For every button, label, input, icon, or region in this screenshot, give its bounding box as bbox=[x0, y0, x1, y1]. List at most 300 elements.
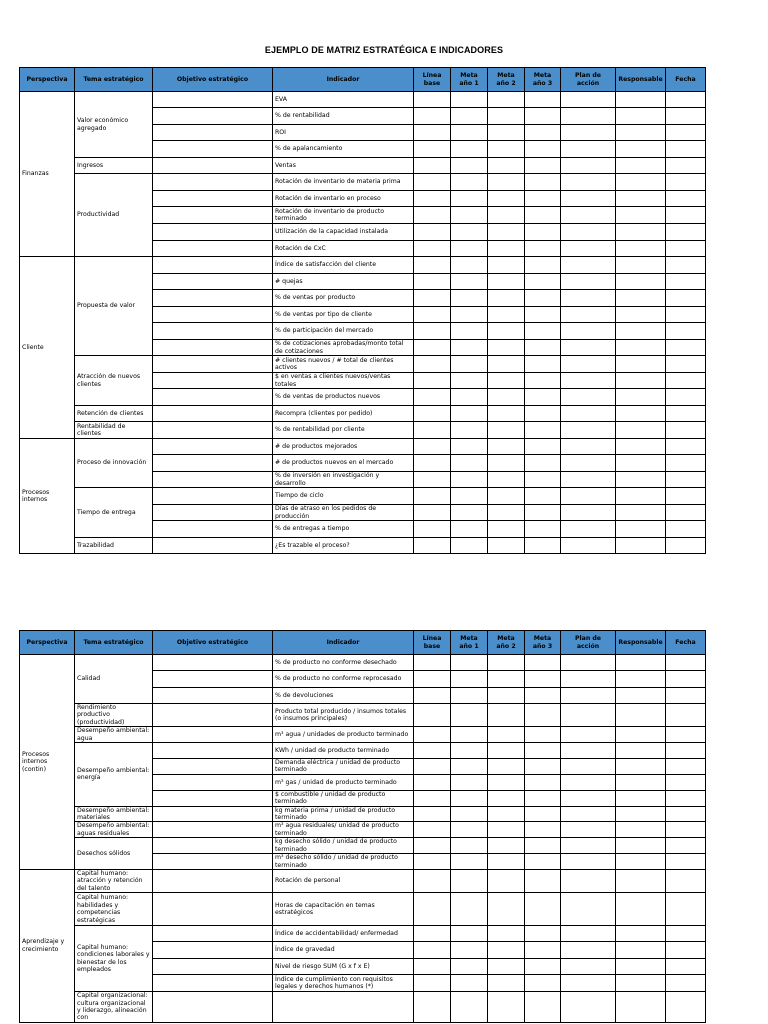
plan-accion-cell[interactable] bbox=[561, 373, 616, 389]
meta-2-cell[interactable] bbox=[488, 241, 525, 257]
objetivo-cell[interactable] bbox=[153, 307, 273, 323]
meta-1-cell[interactable] bbox=[451, 174, 488, 191]
fecha-cell[interactable] bbox=[666, 893, 706, 926]
objetivo-cell[interactable] bbox=[153, 854, 273, 870]
linea-base-cell[interactable] bbox=[414, 869, 451, 892]
meta-2-cell[interactable] bbox=[488, 521, 525, 538]
plan-accion-cell[interactable] bbox=[561, 942, 616, 959]
meta-1-cell[interactable] bbox=[451, 290, 488, 307]
fecha-cell[interactable] bbox=[666, 422, 706, 439]
linea-base-cell[interactable] bbox=[414, 688, 451, 704]
responsable-cell[interactable] bbox=[616, 975, 666, 992]
responsable-cell[interactable] bbox=[616, 439, 666, 455]
meta-1-cell[interactable] bbox=[451, 241, 488, 257]
meta-3-cell[interactable] bbox=[525, 323, 561, 340]
linea-base-cell[interactable] bbox=[414, 125, 451, 141]
plan-accion-cell[interactable] bbox=[561, 455, 616, 472]
objetivo-cell[interactable] bbox=[153, 538, 273, 554]
meta-2-cell[interactable] bbox=[488, 869, 525, 892]
objetivo-cell[interactable] bbox=[153, 869, 273, 892]
objetivo-cell[interactable] bbox=[153, 158, 273, 174]
objetivo-cell[interactable] bbox=[153, 108, 273, 125]
objetivo-cell[interactable] bbox=[153, 743, 273, 759]
linea-base-cell[interactable] bbox=[414, 759, 451, 775]
meta-2-cell[interactable] bbox=[488, 806, 525, 822]
meta-2-cell[interactable] bbox=[488, 141, 525, 158]
meta-3-cell[interactable] bbox=[525, 704, 561, 727]
meta-1-cell[interactable] bbox=[451, 869, 488, 892]
plan-accion-cell[interactable] bbox=[561, 893, 616, 926]
fecha-cell[interactable] bbox=[666, 743, 706, 759]
meta-3-cell[interactable] bbox=[525, 307, 561, 323]
linea-base-cell[interactable] bbox=[414, 241, 451, 257]
fecha-cell[interactable] bbox=[666, 373, 706, 389]
meta-2-cell[interactable] bbox=[488, 191, 525, 207]
objetivo-cell[interactable] bbox=[153, 806, 273, 822]
plan-accion-cell[interactable] bbox=[561, 488, 616, 505]
linea-base-cell[interactable] bbox=[414, 141, 451, 158]
objetivo-cell[interactable] bbox=[153, 822, 273, 838]
plan-accion-cell[interactable] bbox=[561, 790, 616, 806]
linea-base-cell[interactable] bbox=[414, 505, 451, 521]
meta-3-cell[interactable] bbox=[525, 992, 561, 1023]
objetivo-cell[interactable] bbox=[153, 439, 273, 455]
meta-3-cell[interactable] bbox=[525, 854, 561, 870]
fecha-cell[interactable] bbox=[666, 323, 706, 340]
fecha-cell[interactable] bbox=[666, 439, 706, 455]
responsable-cell[interactable] bbox=[616, 759, 666, 775]
responsable-cell[interactable] bbox=[616, 356, 666, 373]
linea-base-cell[interactable] bbox=[414, 472, 451, 488]
responsable-cell[interactable] bbox=[616, 806, 666, 822]
responsable-cell[interactable] bbox=[616, 521, 666, 538]
linea-base-cell[interactable] bbox=[414, 307, 451, 323]
objetivo-cell[interactable] bbox=[153, 323, 273, 340]
plan-accion-cell[interactable] bbox=[561, 743, 616, 759]
meta-2-cell[interactable] bbox=[488, 505, 525, 521]
meta-1-cell[interactable] bbox=[451, 942, 488, 959]
meta-1-cell[interactable] bbox=[451, 959, 488, 975]
meta-1-cell[interactable] bbox=[451, 191, 488, 207]
linea-base-cell[interactable] bbox=[414, 893, 451, 926]
meta-2-cell[interactable] bbox=[488, 455, 525, 472]
objetivo-cell[interactable] bbox=[153, 191, 273, 207]
meta-1-cell[interactable] bbox=[451, 926, 488, 942]
objetivo-cell[interactable] bbox=[153, 655, 273, 671]
meta-2-cell[interactable] bbox=[488, 671, 525, 688]
meta-2-cell[interactable] bbox=[488, 538, 525, 554]
meta-1-cell[interactable] bbox=[451, 108, 488, 125]
meta-1-cell[interactable] bbox=[451, 704, 488, 727]
meta-3-cell[interactable] bbox=[525, 439, 561, 455]
meta-1-cell[interactable] bbox=[451, 455, 488, 472]
objetivo-cell[interactable] bbox=[153, 207, 273, 224]
fecha-cell[interactable] bbox=[666, 158, 706, 174]
objetivo-cell[interactable] bbox=[153, 241, 273, 257]
meta-1-cell[interactable] bbox=[451, 806, 488, 822]
fecha-cell[interactable] bbox=[666, 688, 706, 704]
meta-2-cell[interactable] bbox=[488, 406, 525, 422]
meta-1-cell[interactable] bbox=[451, 141, 488, 158]
fecha-cell[interactable] bbox=[666, 207, 706, 224]
meta-1-cell[interactable] bbox=[451, 538, 488, 554]
meta-2-cell[interactable] bbox=[488, 472, 525, 488]
responsable-cell[interactable] bbox=[616, 158, 666, 174]
plan-accion-cell[interactable] bbox=[561, 822, 616, 838]
plan-accion-cell[interactable] bbox=[561, 389, 616, 406]
meta-2-cell[interactable] bbox=[488, 790, 525, 806]
linea-base-cell[interactable] bbox=[414, 406, 451, 422]
meta-3-cell[interactable] bbox=[525, 158, 561, 174]
meta-1-cell[interactable] bbox=[451, 373, 488, 389]
fecha-cell[interactable] bbox=[666, 838, 706, 854]
fecha-cell[interactable] bbox=[666, 521, 706, 538]
plan-accion-cell[interactable] bbox=[561, 505, 616, 521]
responsable-cell[interactable] bbox=[616, 854, 666, 870]
fecha-cell[interactable] bbox=[666, 406, 706, 422]
meta-1-cell[interactable] bbox=[451, 439, 488, 455]
objetivo-cell[interactable] bbox=[153, 992, 273, 1023]
plan-accion-cell[interactable] bbox=[561, 472, 616, 488]
meta-1-cell[interactable] bbox=[451, 224, 488, 241]
meta-2-cell[interactable] bbox=[488, 290, 525, 307]
meta-3-cell[interactable] bbox=[525, 472, 561, 488]
meta-2-cell[interactable] bbox=[488, 893, 525, 926]
linea-base-cell[interactable] bbox=[414, 158, 451, 174]
objetivo-cell[interactable] bbox=[153, 125, 273, 141]
meta-2-cell[interactable] bbox=[488, 439, 525, 455]
meta-1-cell[interactable] bbox=[451, 975, 488, 992]
fecha-cell[interactable] bbox=[666, 108, 706, 125]
fecha-cell[interactable] bbox=[666, 290, 706, 307]
responsable-cell[interactable] bbox=[616, 704, 666, 727]
fecha-cell[interactable] bbox=[666, 274, 706, 290]
objetivo-cell[interactable] bbox=[153, 406, 273, 422]
meta-3-cell[interactable] bbox=[525, 406, 561, 422]
meta-1-cell[interactable] bbox=[451, 521, 488, 538]
objetivo-cell[interactable] bbox=[153, 488, 273, 505]
meta-1-cell[interactable] bbox=[451, 838, 488, 854]
fecha-cell[interactable] bbox=[666, 505, 706, 521]
responsable-cell[interactable] bbox=[616, 488, 666, 505]
objetivo-cell[interactable] bbox=[153, 141, 273, 158]
meta-3-cell[interactable] bbox=[525, 671, 561, 688]
responsable-cell[interactable] bbox=[616, 224, 666, 241]
responsable-cell[interactable] bbox=[616, 472, 666, 488]
fecha-cell[interactable] bbox=[666, 340, 706, 356]
linea-base-cell[interactable] bbox=[414, 521, 451, 538]
linea-base-cell[interactable] bbox=[414, 108, 451, 125]
meta-3-cell[interactable] bbox=[525, 869, 561, 892]
linea-base-cell[interactable] bbox=[414, 727, 451, 743]
meta-2-cell[interactable] bbox=[488, 125, 525, 141]
meta-2-cell[interactable] bbox=[488, 274, 525, 290]
meta-1-cell[interactable] bbox=[451, 743, 488, 759]
responsable-cell[interactable] bbox=[616, 688, 666, 704]
plan-accion-cell[interactable] bbox=[561, 108, 616, 125]
meta-2-cell[interactable] bbox=[488, 822, 525, 838]
responsable-cell[interactable] bbox=[616, 307, 666, 323]
fecha-cell[interactable] bbox=[666, 174, 706, 191]
meta-3-cell[interactable] bbox=[525, 422, 561, 439]
meta-1-cell[interactable] bbox=[451, 505, 488, 521]
objetivo-cell[interactable] bbox=[153, 257, 273, 274]
linea-base-cell[interactable] bbox=[414, 806, 451, 822]
responsable-cell[interactable] bbox=[616, 191, 666, 207]
responsable-cell[interactable] bbox=[616, 822, 666, 838]
meta-1-cell[interactable] bbox=[451, 655, 488, 671]
meta-2-cell[interactable] bbox=[488, 704, 525, 727]
meta-2-cell[interactable] bbox=[488, 838, 525, 854]
meta-2-cell[interactable] bbox=[488, 207, 525, 224]
objetivo-cell[interactable] bbox=[153, 975, 273, 992]
objetivo-cell[interactable] bbox=[153, 373, 273, 389]
objetivo-cell[interactable] bbox=[153, 389, 273, 406]
meta-3-cell[interactable] bbox=[525, 207, 561, 224]
meta-1-cell[interactable] bbox=[451, 671, 488, 688]
plan-accion-cell[interactable] bbox=[561, 688, 616, 704]
meta-1-cell[interactable] bbox=[451, 257, 488, 274]
objetivo-cell[interactable] bbox=[153, 521, 273, 538]
meta-2-cell[interactable] bbox=[488, 92, 525, 108]
linea-base-cell[interactable] bbox=[414, 838, 451, 854]
fecha-cell[interactable] bbox=[666, 356, 706, 373]
meta-1-cell[interactable] bbox=[451, 759, 488, 775]
meta-3-cell[interactable] bbox=[525, 373, 561, 389]
meta-2-cell[interactable] bbox=[488, 323, 525, 340]
meta-1-cell[interactable] bbox=[451, 389, 488, 406]
meta-1-cell[interactable] bbox=[451, 472, 488, 488]
responsable-cell[interactable] bbox=[616, 406, 666, 422]
objetivo-cell[interactable] bbox=[153, 774, 273, 790]
responsable-cell[interactable] bbox=[616, 505, 666, 521]
plan-accion-cell[interactable] bbox=[561, 274, 616, 290]
fecha-cell[interactable] bbox=[666, 389, 706, 406]
responsable-cell[interactable] bbox=[616, 743, 666, 759]
fecha-cell[interactable] bbox=[666, 307, 706, 323]
plan-accion-cell[interactable] bbox=[561, 959, 616, 975]
responsable-cell[interactable] bbox=[616, 373, 666, 389]
meta-1-cell[interactable] bbox=[451, 774, 488, 790]
responsable-cell[interactable] bbox=[616, 992, 666, 1023]
meta-1-cell[interactable] bbox=[451, 790, 488, 806]
meta-2-cell[interactable] bbox=[488, 257, 525, 274]
plan-accion-cell[interactable] bbox=[561, 806, 616, 822]
fecha-cell[interactable] bbox=[666, 455, 706, 472]
objetivo-cell[interactable] bbox=[153, 959, 273, 975]
responsable-cell[interactable] bbox=[616, 92, 666, 108]
meta-3-cell[interactable] bbox=[525, 356, 561, 373]
responsable-cell[interactable] bbox=[616, 727, 666, 743]
meta-2-cell[interactable] bbox=[488, 992, 525, 1023]
fecha-cell[interactable] bbox=[666, 92, 706, 108]
meta-3-cell[interactable] bbox=[525, 942, 561, 959]
meta-1-cell[interactable] bbox=[451, 274, 488, 290]
plan-accion-cell[interactable] bbox=[561, 340, 616, 356]
plan-accion-cell[interactable] bbox=[561, 439, 616, 455]
fecha-cell[interactable] bbox=[666, 224, 706, 241]
objetivo-cell[interactable] bbox=[153, 356, 273, 373]
linea-base-cell[interactable] bbox=[414, 257, 451, 274]
objetivo-cell[interactable] bbox=[153, 893, 273, 926]
meta-2-cell[interactable] bbox=[488, 108, 525, 125]
objetivo-cell[interactable] bbox=[153, 472, 273, 488]
meta-3-cell[interactable] bbox=[525, 774, 561, 790]
meta-2-cell[interactable] bbox=[488, 422, 525, 439]
responsable-cell[interactable] bbox=[616, 274, 666, 290]
fecha-cell[interactable] bbox=[666, 959, 706, 975]
meta-3-cell[interactable] bbox=[525, 926, 561, 942]
meta-3-cell[interactable] bbox=[525, 975, 561, 992]
meta-3-cell[interactable] bbox=[525, 806, 561, 822]
linea-base-cell[interactable] bbox=[414, 207, 451, 224]
meta-3-cell[interactable] bbox=[525, 290, 561, 307]
meta-2-cell[interactable] bbox=[488, 340, 525, 356]
responsable-cell[interactable] bbox=[616, 241, 666, 257]
meta-3-cell[interactable] bbox=[525, 108, 561, 125]
meta-3-cell[interactable] bbox=[525, 257, 561, 274]
fecha-cell[interactable] bbox=[666, 704, 706, 727]
meta-3-cell[interactable] bbox=[525, 521, 561, 538]
linea-base-cell[interactable] bbox=[414, 373, 451, 389]
linea-base-cell[interactable] bbox=[414, 422, 451, 439]
plan-accion-cell[interactable] bbox=[561, 655, 616, 671]
meta-2-cell[interactable] bbox=[488, 743, 525, 759]
meta-2-cell[interactable] bbox=[488, 373, 525, 389]
meta-3-cell[interactable] bbox=[525, 340, 561, 356]
meta-3-cell[interactable] bbox=[525, 505, 561, 521]
plan-accion-cell[interactable] bbox=[561, 869, 616, 892]
objetivo-cell[interactable] bbox=[153, 340, 273, 356]
meta-3-cell[interactable] bbox=[525, 655, 561, 671]
meta-2-cell[interactable] bbox=[488, 688, 525, 704]
responsable-cell[interactable] bbox=[616, 290, 666, 307]
plan-accion-cell[interactable] bbox=[561, 141, 616, 158]
linea-base-cell[interactable] bbox=[414, 356, 451, 373]
fecha-cell[interactable] bbox=[666, 774, 706, 790]
fecha-cell[interactable] bbox=[666, 759, 706, 775]
meta-1-cell[interactable] bbox=[451, 422, 488, 439]
meta-3-cell[interactable] bbox=[525, 822, 561, 838]
fecha-cell[interactable] bbox=[666, 806, 706, 822]
meta-3-cell[interactable] bbox=[525, 125, 561, 141]
plan-accion-cell[interactable] bbox=[561, 158, 616, 174]
meta-1-cell[interactable] bbox=[451, 307, 488, 323]
plan-accion-cell[interactable] bbox=[561, 174, 616, 191]
responsable-cell[interactable] bbox=[616, 774, 666, 790]
meta-3-cell[interactable] bbox=[525, 224, 561, 241]
responsable-cell[interactable] bbox=[616, 538, 666, 554]
plan-accion-cell[interactable] bbox=[561, 759, 616, 775]
objetivo-cell[interactable] bbox=[153, 838, 273, 854]
fecha-cell[interactable] bbox=[666, 257, 706, 274]
responsable-cell[interactable] bbox=[616, 340, 666, 356]
responsable-cell[interactable] bbox=[616, 942, 666, 959]
linea-base-cell[interactable] bbox=[414, 488, 451, 505]
linea-base-cell[interactable] bbox=[414, 290, 451, 307]
plan-accion-cell[interactable] bbox=[561, 241, 616, 257]
linea-base-cell[interactable] bbox=[414, 655, 451, 671]
fecha-cell[interactable] bbox=[666, 869, 706, 892]
responsable-cell[interactable] bbox=[616, 207, 666, 224]
fecha-cell[interactable] bbox=[666, 191, 706, 207]
objetivo-cell[interactable] bbox=[153, 688, 273, 704]
plan-accion-cell[interactable] bbox=[561, 92, 616, 108]
meta-3-cell[interactable] bbox=[525, 688, 561, 704]
meta-2-cell[interactable] bbox=[488, 307, 525, 323]
objetivo-cell[interactable] bbox=[153, 174, 273, 191]
meta-1-cell[interactable] bbox=[451, 92, 488, 108]
meta-2-cell[interactable] bbox=[488, 224, 525, 241]
responsable-cell[interactable] bbox=[616, 174, 666, 191]
plan-accion-cell[interactable] bbox=[561, 854, 616, 870]
plan-accion-cell[interactable] bbox=[561, 323, 616, 340]
linea-base-cell[interactable] bbox=[414, 323, 451, 340]
objetivo-cell[interactable] bbox=[153, 727, 273, 743]
fecha-cell[interactable] bbox=[666, 790, 706, 806]
meta-3-cell[interactable] bbox=[525, 759, 561, 775]
linea-base-cell[interactable] bbox=[414, 439, 451, 455]
plan-accion-cell[interactable] bbox=[561, 257, 616, 274]
responsable-cell[interactable] bbox=[616, 108, 666, 125]
fecha-cell[interactable] bbox=[666, 488, 706, 505]
fecha-cell[interactable] bbox=[666, 472, 706, 488]
responsable-cell[interactable] bbox=[616, 323, 666, 340]
fecha-cell[interactable] bbox=[666, 975, 706, 992]
objetivo-cell[interactable] bbox=[153, 290, 273, 307]
responsable-cell[interactable] bbox=[616, 959, 666, 975]
fecha-cell[interactable] bbox=[666, 822, 706, 838]
plan-accion-cell[interactable] bbox=[561, 422, 616, 439]
objetivo-cell[interactable] bbox=[153, 926, 273, 942]
objetivo-cell[interactable] bbox=[153, 759, 273, 775]
meta-1-cell[interactable] bbox=[451, 488, 488, 505]
linea-base-cell[interactable] bbox=[414, 538, 451, 554]
linea-base-cell[interactable] bbox=[414, 455, 451, 472]
plan-accion-cell[interactable] bbox=[561, 774, 616, 790]
meta-1-cell[interactable] bbox=[451, 125, 488, 141]
fecha-cell[interactable] bbox=[666, 727, 706, 743]
meta-2-cell[interactable] bbox=[488, 959, 525, 975]
objetivo-cell[interactable] bbox=[153, 455, 273, 472]
meta-2-cell[interactable] bbox=[488, 488, 525, 505]
fecha-cell[interactable] bbox=[666, 241, 706, 257]
meta-2-cell[interactable] bbox=[488, 854, 525, 870]
meta-2-cell[interactable] bbox=[488, 174, 525, 191]
fecha-cell[interactable] bbox=[666, 854, 706, 870]
fecha-cell[interactable] bbox=[666, 926, 706, 942]
linea-base-cell[interactable] bbox=[414, 92, 451, 108]
linea-base-cell[interactable] bbox=[414, 992, 451, 1023]
meta-3-cell[interactable] bbox=[525, 389, 561, 406]
linea-base-cell[interactable] bbox=[414, 975, 451, 992]
meta-3-cell[interactable] bbox=[525, 141, 561, 158]
plan-accion-cell[interactable] bbox=[561, 406, 616, 422]
meta-3-cell[interactable] bbox=[525, 538, 561, 554]
responsable-cell[interactable] bbox=[616, 422, 666, 439]
meta-1-cell[interactable] bbox=[451, 406, 488, 422]
linea-base-cell[interactable] bbox=[414, 822, 451, 838]
fecha-cell[interactable] bbox=[666, 125, 706, 141]
linea-base-cell[interactable] bbox=[414, 704, 451, 727]
linea-base-cell[interactable] bbox=[414, 274, 451, 290]
fecha-cell[interactable] bbox=[666, 942, 706, 959]
linea-base-cell[interactable] bbox=[414, 790, 451, 806]
meta-3-cell[interactable] bbox=[525, 488, 561, 505]
meta-2-cell[interactable] bbox=[488, 158, 525, 174]
meta-1-cell[interactable] bbox=[451, 323, 488, 340]
plan-accion-cell[interactable] bbox=[561, 191, 616, 207]
